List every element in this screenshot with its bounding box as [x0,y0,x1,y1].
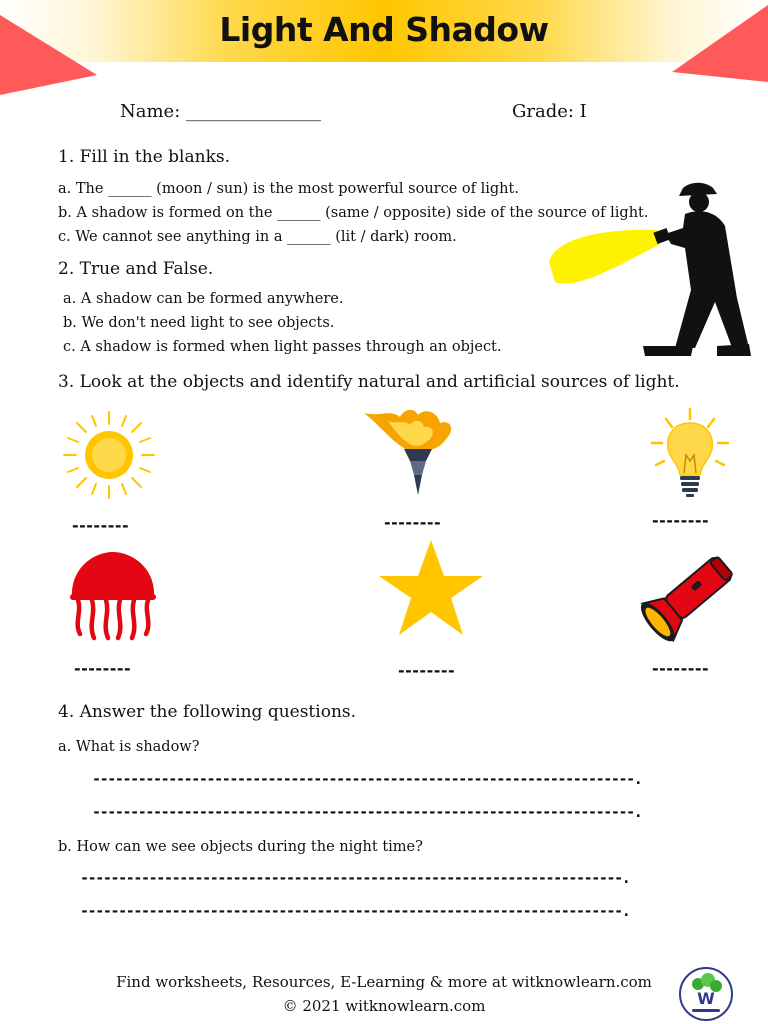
flashlight-answer-blank[interactable]: -------- [652,659,710,678]
q1-heading: 1. Fill in the blanks. [58,147,231,167]
grade-label: Grade: I [512,101,587,122]
man-with-flashlight-icon [545,178,755,368]
q3-heading: 3. Look at the objects and identify natural and artificial sources of light. [58,372,680,392]
bulb-answer-blank[interactable]: -------- [652,511,710,530]
q1-item-a: a. The ______ (moon / sun) is the most powerful source of light. [58,181,519,197]
jellyfish-icon[interactable] [64,550,162,642]
sun-icon[interactable] [62,410,156,500]
witknowlearn-logo[interactable] [678,966,734,1022]
star-icon[interactable] [376,538,486,638]
sun-answer-blank[interactable]: -------- [72,516,130,535]
page-title: Light And Shadow [219,10,549,49]
q1-item-c: c. We cannot see anything in a ______ (lit / dark) room. [58,229,457,245]
jellyfish-answer-blank[interactable]: -------- [74,659,132,678]
q2-item-b: b. We don't need light to see objects. [63,315,335,331]
torch-icon[interactable] [360,405,456,497]
name-field[interactable]: Name: _______________ [120,101,321,122]
q4-question-a: a. What is shadow? [58,739,200,755]
footer-resources-text: Find worksheets, Resources, E-Learning & more at witknowlearn.com [116,973,652,991]
torch-answer-blank[interactable]: -------- [384,513,442,532]
q4-heading: 4. Answer the following questions. [58,702,357,722]
flashlight-icon[interactable] [638,545,742,645]
answer-line-b1[interactable]: -----------------------------------------------------------------------. [80,869,630,887]
q2-heading: 2. True and False. [58,259,214,279]
answer-line-b2[interactable]: -----------------------------------------------------------------------. [80,902,630,920]
q4-question-b: b. How can we see objects during the night time? [58,839,423,855]
q2-item-a: a. A shadow can be formed anywhere. [63,291,344,307]
footer-copyright: © 2021 witknowlearn.com [282,997,486,1015]
answer-line-a1[interactable]: -----------------------------------------------------------------------. [92,770,642,788]
light-bulb-icon[interactable] [646,405,736,501]
q1-item-b: b. A shadow is formed on the ______ (same / opposite) side of the source of light. [58,205,649,221]
svg-text:W: W [697,989,715,1008]
answer-line-a2[interactable]: -----------------------------------------------------------------------. [92,803,642,821]
q2-item-c: c. A shadow is formed when light passes through an object. [63,339,502,355]
star-answer-blank[interactable]: -------- [398,661,456,680]
